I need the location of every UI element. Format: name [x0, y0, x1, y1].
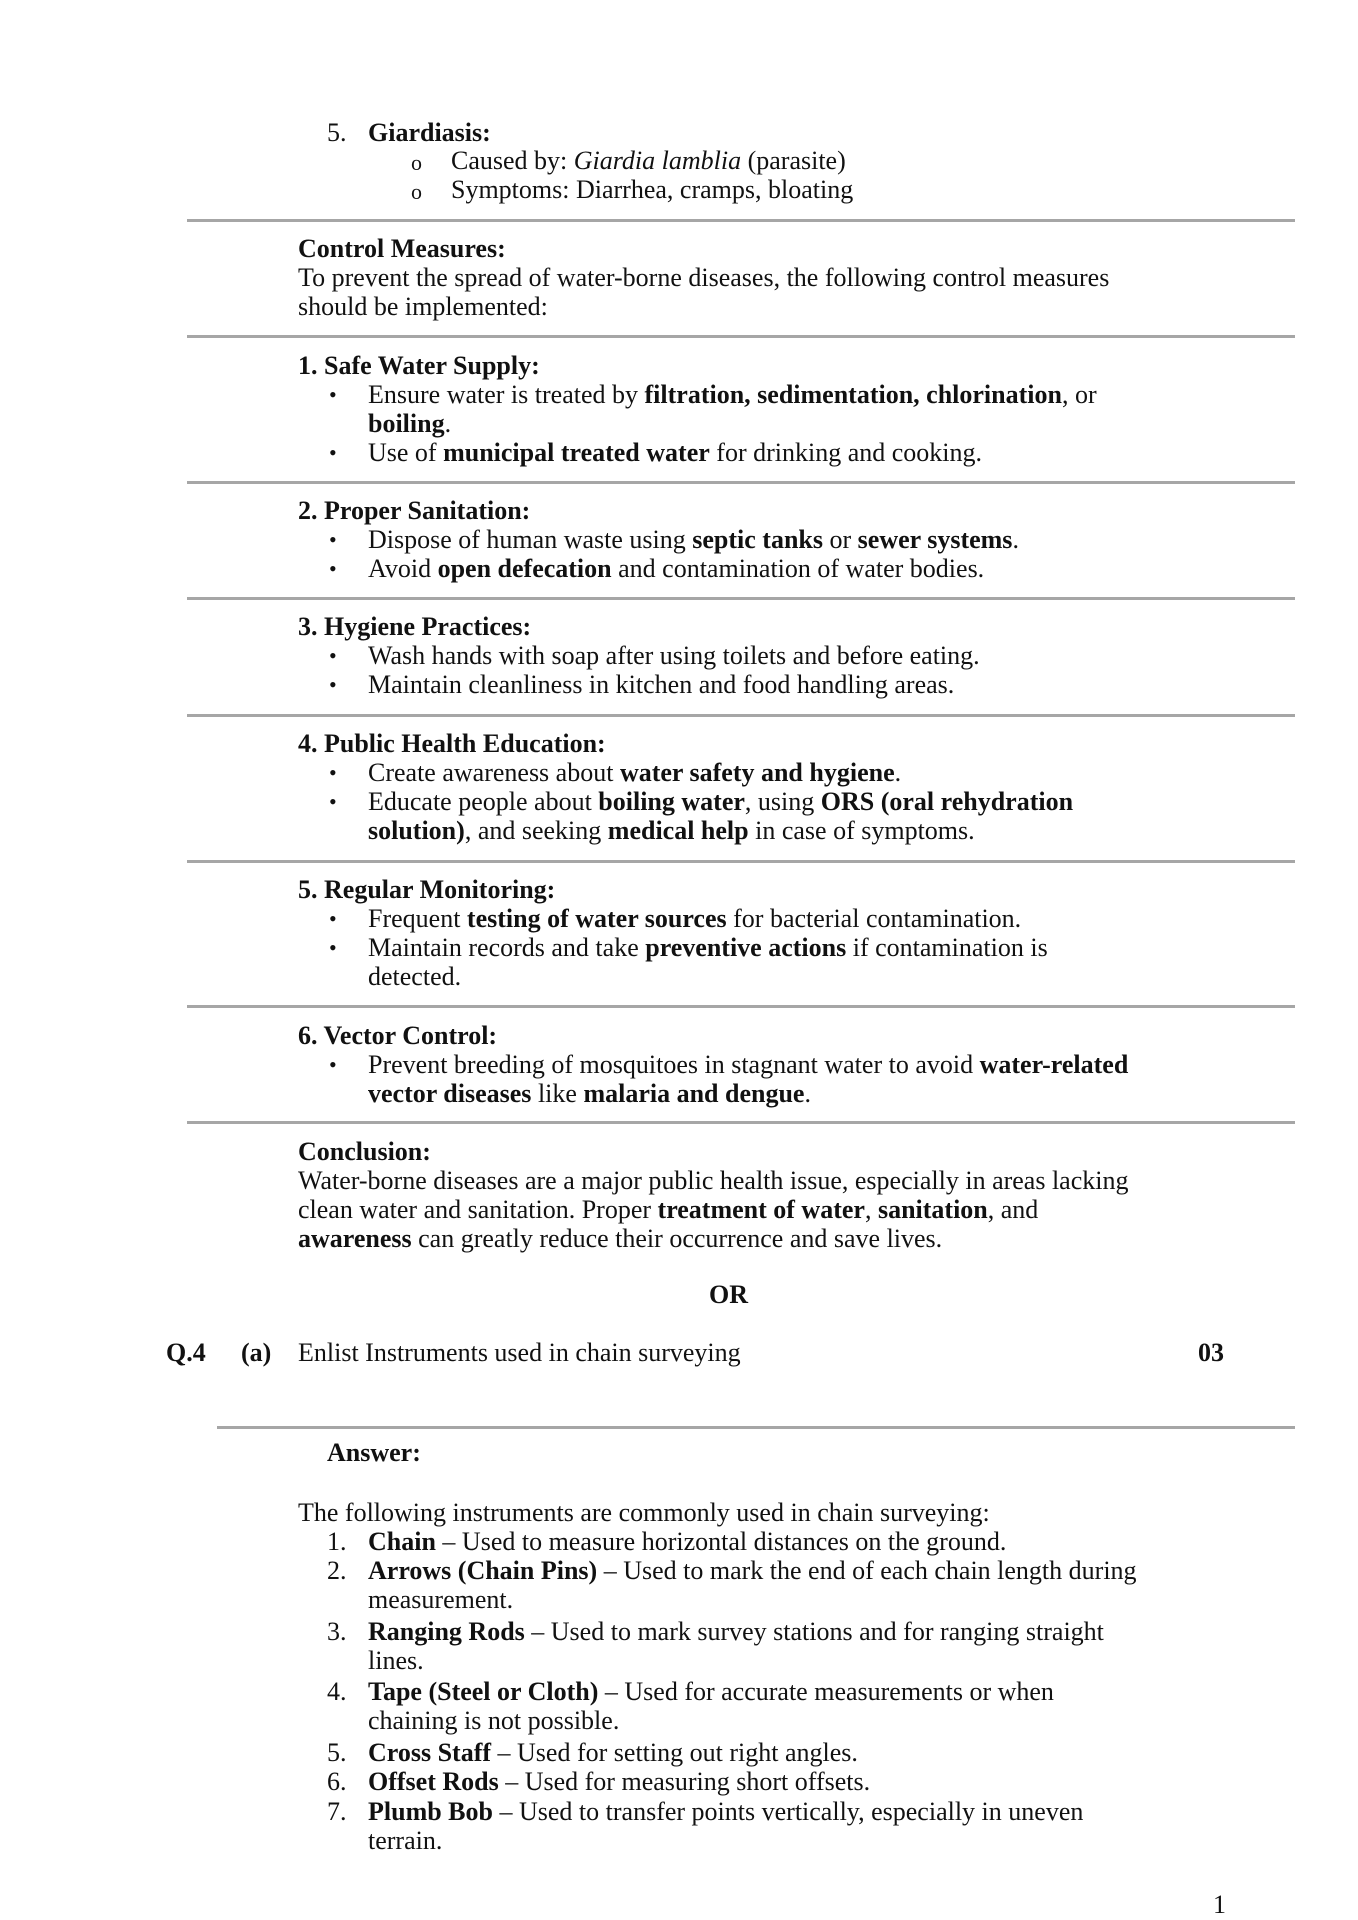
list-item [368, 1767, 870, 1796]
list-item: Dispose of human waste using septic tanks or sewer systems. [368, 525, 1019, 554]
conclusion-line: Water-borne diseases are a major public health issue, especially in areas lacking [298, 1166, 1129, 1195]
control-intro-line: To prevent the spread of water-borne diseases, the following control measures [298, 263, 1110, 292]
list-item-number: 1. [327, 1527, 347, 1556]
question-text: Enlist Instruments used in chain surveying [298, 1338, 741, 1367]
question-number: Q.4 [166, 1338, 206, 1367]
conclusion-line: clean water and sanitation. Proper treatment of water, sanitation, and [298, 1195, 1039, 1224]
instrument-name: Ranging Rods [368, 1617, 525, 1646]
list-item-number: 7. [327, 1797, 347, 1826]
instrument-name: Arrows (Chain Pins) [368, 1556, 598, 1585]
divider [217, 1426, 1295, 1429]
list-marker: o [411, 150, 422, 175]
bullet-icon: • [329, 440, 337, 465]
list-item: Prevent breeding of mosquitoes in stagnant water to avoid water-related [368, 1050, 1129, 1079]
bullet-icon: • [329, 906, 337, 931]
giardiasis-title: Giardiasis: [368, 118, 491, 147]
list-item [368, 1738, 858, 1767]
bullet-icon: • [329, 935, 337, 960]
divider [187, 1005, 1295, 1008]
list-item [368, 1677, 1054, 1706]
list-item: Wash hands with soap after using toilets and before eating. [368, 641, 980, 670]
conclusion-line: awareness can greatly reduce their occurrence and save lives. [298, 1224, 943, 1253]
instrument-description: – Used to mark survey stations and for ranging straight [524, 1617, 1104, 1646]
list-item [368, 1797, 1083, 1826]
list-item: Maintain records and take preventive actions if contamination is [368, 933, 1048, 962]
instrument-description: – Used for accurate measurements or when [598, 1677, 1054, 1706]
list-item: Frequent testing of water sources for bacterial contamination. [368, 904, 1022, 933]
list-item-continuation: boiling. [368, 409, 452, 438]
instrument-name: Cross Staff [368, 1738, 492, 1767]
list-item: Avoid open defecation and contamination of water bodies. [368, 554, 985, 583]
instrument-name: Chain [368, 1527, 436, 1556]
divider [187, 1121, 1295, 1124]
bullet-icon: • [329, 760, 337, 785]
question-marks: 03 [1198, 1338, 1224, 1367]
list-item-continuation: solution), and seeking medical help in case of symptoms. [368, 816, 975, 845]
list-item-number: 6. [327, 1767, 347, 1796]
list-item-number: 2. [327, 1556, 347, 1585]
instrument-description: – Used to mark the end of each chain length during [597, 1556, 1137, 1585]
list-item-continuation: terrain. [368, 1826, 443, 1855]
page-number: 1 [1213, 1890, 1226, 1919]
giardiasis-cause: Caused by: Giardia lamblia (parasite) [451, 146, 846, 175]
instrument-description: – Used for measuring short offsets. [498, 1767, 871, 1796]
list-item-continuation: detected. [368, 962, 462, 991]
answer-label: Answer: [327, 1438, 421, 1467]
control-intro-line: should be implemented: [298, 292, 548, 321]
bullet-icon: • [329, 527, 337, 552]
list-item-continuation: lines. [368, 1646, 424, 1675]
list-item [368, 1617, 1104, 1646]
bullet-icon: • [329, 1052, 337, 1077]
list-marker: o [411, 179, 422, 204]
bullet-icon: • [329, 556, 337, 581]
list-item-number: 4. [327, 1677, 347, 1706]
instrument-description: – Used to transfer points vertically, especially in uneven [493, 1797, 1084, 1826]
list-item: Ensure water is treated by filtration, sedimentation, chlorination, or [368, 380, 1097, 409]
section-heading: 1. Safe Water Supply: [298, 351, 540, 380]
bullet-icon: • [329, 789, 337, 814]
list-item [368, 1527, 1006, 1556]
section-heading: 5. Regular Monitoring: [298, 875, 556, 904]
bullet-icon: • [329, 643, 337, 668]
bullet-icon: • [329, 672, 337, 697]
instrument-name: Plumb Bob [368, 1797, 493, 1826]
list-item-continuation: measurement. [368, 1585, 514, 1614]
list-item [368, 1556, 1137, 1585]
list-item: Use of municipal treated water for drinking and cooking. [368, 438, 983, 467]
divider [187, 219, 1295, 222]
section-heading: 4. Public Health Education: [298, 729, 606, 758]
conclusion-heading: Conclusion: [298, 1137, 431, 1166]
giardiasis-number: 5. [327, 118, 347, 147]
list-item-number: 3. [327, 1617, 347, 1646]
divider [187, 860, 1295, 863]
list-item-continuation: vector diseases like malaria and dengue. [368, 1079, 811, 1108]
divider [187, 481, 1295, 484]
giardiasis-symptoms: Symptoms: Diarrhea, cramps, bloating [451, 175, 854, 204]
answer-intro: The following instruments are commonly used in chain surveying: [298, 1498, 990, 1527]
list-item: Educate people about boiling water, using ORS (oral rehydration [368, 787, 1074, 816]
section-heading: 3. Hygiene Practices: [298, 612, 532, 641]
instrument-description: – Used for setting out right angles. [491, 1738, 858, 1767]
list-item: Maintain cleanliness in kitchen and food handling areas. [368, 670, 955, 699]
section-heading: 2. Proper Sanitation: [298, 496, 531, 525]
instrument-name: Tape (Steel or Cloth) [368, 1677, 599, 1706]
divider [187, 714, 1295, 717]
control-heading: Control Measures: [298, 234, 506, 263]
divider [187, 335, 1295, 338]
bullet-icon: • [329, 382, 337, 407]
instrument-description: – Used to measure horizontal distances on the ground. [435, 1527, 1007, 1556]
divider [187, 597, 1295, 600]
list-item-continuation: chaining is not possible. [368, 1706, 620, 1735]
list-item: Create awareness about water safety and hygiene. [368, 758, 902, 787]
or-separator: OR [709, 1280, 748, 1309]
question-part: (a) [241, 1338, 272, 1367]
instrument-name: Offset Rods [368, 1767, 499, 1796]
list-item-number: 5. [327, 1738, 347, 1767]
section-heading: 6. Vector Control: [298, 1021, 498, 1050]
